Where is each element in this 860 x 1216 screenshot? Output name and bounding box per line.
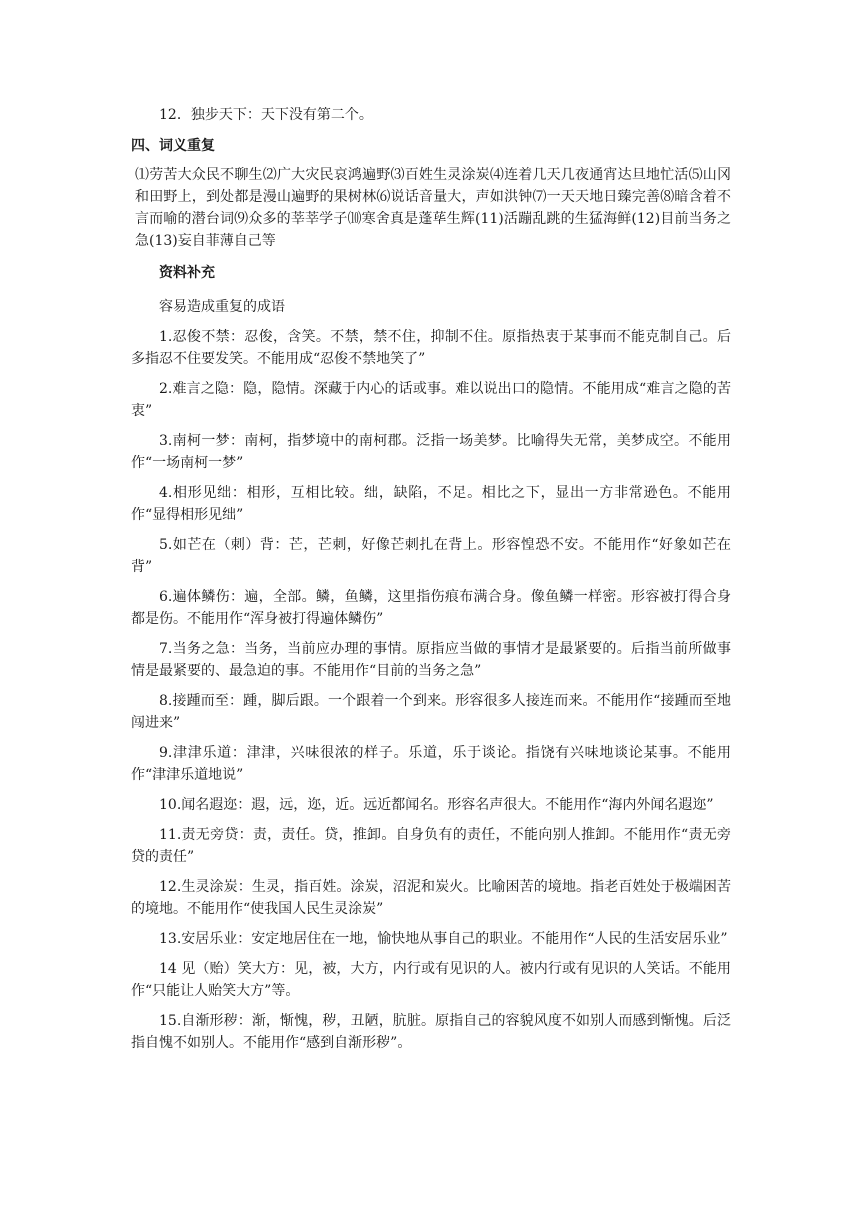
- idiom-entry: 15.自渐形秽：渐，惭愧，秽，丑陋，肮脏。原指自己的容貌风度不如别人而感到惭愧。后泛指自愧不如别人。不能用作“感到自渐形秽”。: [131, 1013, 731, 1051]
- idiom-entry: 9.津津乐道：津津，兴味很浓的样子。乐道，乐于谈论。指饶有兴味地谈论某事。不能用作“津津乐道地说”: [131, 745, 731, 783]
- document-content: [131, 100, 731, 1054]
- idiom-entry: 3.南柯一梦：南柯，指梦境中的南柯郡。泛指一场美梦。比喻得失无常，美梦成空。不能用作“一场南柯一梦”: [131, 433, 731, 471]
- idiom-entry: 11.责无旁贷：责，责任。贷，推卸。自身负有的责任，不能向别人推卸。不能用作“责无旁贷的责任”: [131, 827, 731, 865]
- idiom-entry: 13.安居乐业：安定地居住在一地，愉快地从事自己的职业。不能用作“人民的生活安居乐业”: [159, 931, 728, 947]
- idiom-entry: 10.闻名遐迩：遐，远，迩，近。远近都闻名。形容名声很大。不能用作“海内外闻名遐迩”: [159, 797, 714, 813]
- idiom-entry: 5.如芒在（刺）背：芒，芒刺，好像芒刺扎在背上。形容惶恐不安。不能用作“好象如芒在背”: [131, 537, 731, 575]
- idiom-list: [131, 326, 731, 1054]
- idiom-entry: 1.忍俊不禁：忍俊，含笑。不禁，禁不住，抑制不住。原指热衷于某事而不能克制自己。后多指忍不住要发笑。不能用成“忍俊不禁地笑了”: [131, 329, 731, 367]
- list-item-12: 12．独步天下：天下没有第二个。: [159, 107, 373, 123]
- section-heading: 四、词义重复: [131, 138, 215, 154]
- idiom-entry: 4.相形见绌：相形，互相比较。绌，缺陷，不足。相比之下，显出一方非常逊色。不能用作“显得相形见绌”: [131, 485, 731, 523]
- supplement-heading: 资料补充: [159, 265, 215, 281]
- idiom-entry: 8.接踵而至：踵，脚后跟。一个跟着一个到来。形容很多人接连而来。不能用作“接踵而至地闯进来”: [131, 693, 731, 731]
- idiom-entry: 6.遍体鳞伤：遍，全部。鳞，鱼鳞，这里指伤痕布满合身。像鱼鳞一样密。形容被打得合身都是伤。不能用作“浑身被打得遍体鳞伤”: [131, 589, 731, 627]
- idiom-entry: 2.难言之隐：隐，隐情。深藏于内心的话或事。难以说出口的隐情。不能用成“难言之隐的苦衷”: [131, 381, 731, 419]
- supplement-intro: 容易造成重复的成语: [159, 299, 285, 315]
- idiom-entry: 14 见（贻）笑大方：见，被，大方，内行或有见识的人。被内行或有见识的人笑话。不能用作“只能让人贻笑大方”等。: [131, 961, 731, 999]
- idiom-entry: 12.生灵涂炭：生灵，指百姓。涂炭，沼泥和炭火。比喻困苦的境地。指老百姓处于极端困苦的境地。不能用作“使我国人民生灵涂炭”: [131, 879, 731, 917]
- section-body: ⑴劳苦大众民不聊生⑵广大灾民哀鸿遍野⑶百姓生灵涂炭⑷连着几天几夜通宵达旦地忙活⑸山冈和田野上，到处都是漫山遍野的果树林⑹说话音量大，声如洪钟⑺一天天地日臻完善⑻暗含着不言而喻的潜台词⑼众多的莘莘学子⑽寒舍真是蓬荜生辉(11)活蹦乱跳的生猛海鲜(12)目前当务之急(13)妄自菲薄自己等: [135, 167, 731, 249]
- idiom-entry: 7.当务之急：当务，当前应办理的事情。原指应当做的事情才是最紧要的。后指当前所做事情是最紧要的、最急迫的事。不能用作“目前的当务之急”: [131, 641, 731, 679]
